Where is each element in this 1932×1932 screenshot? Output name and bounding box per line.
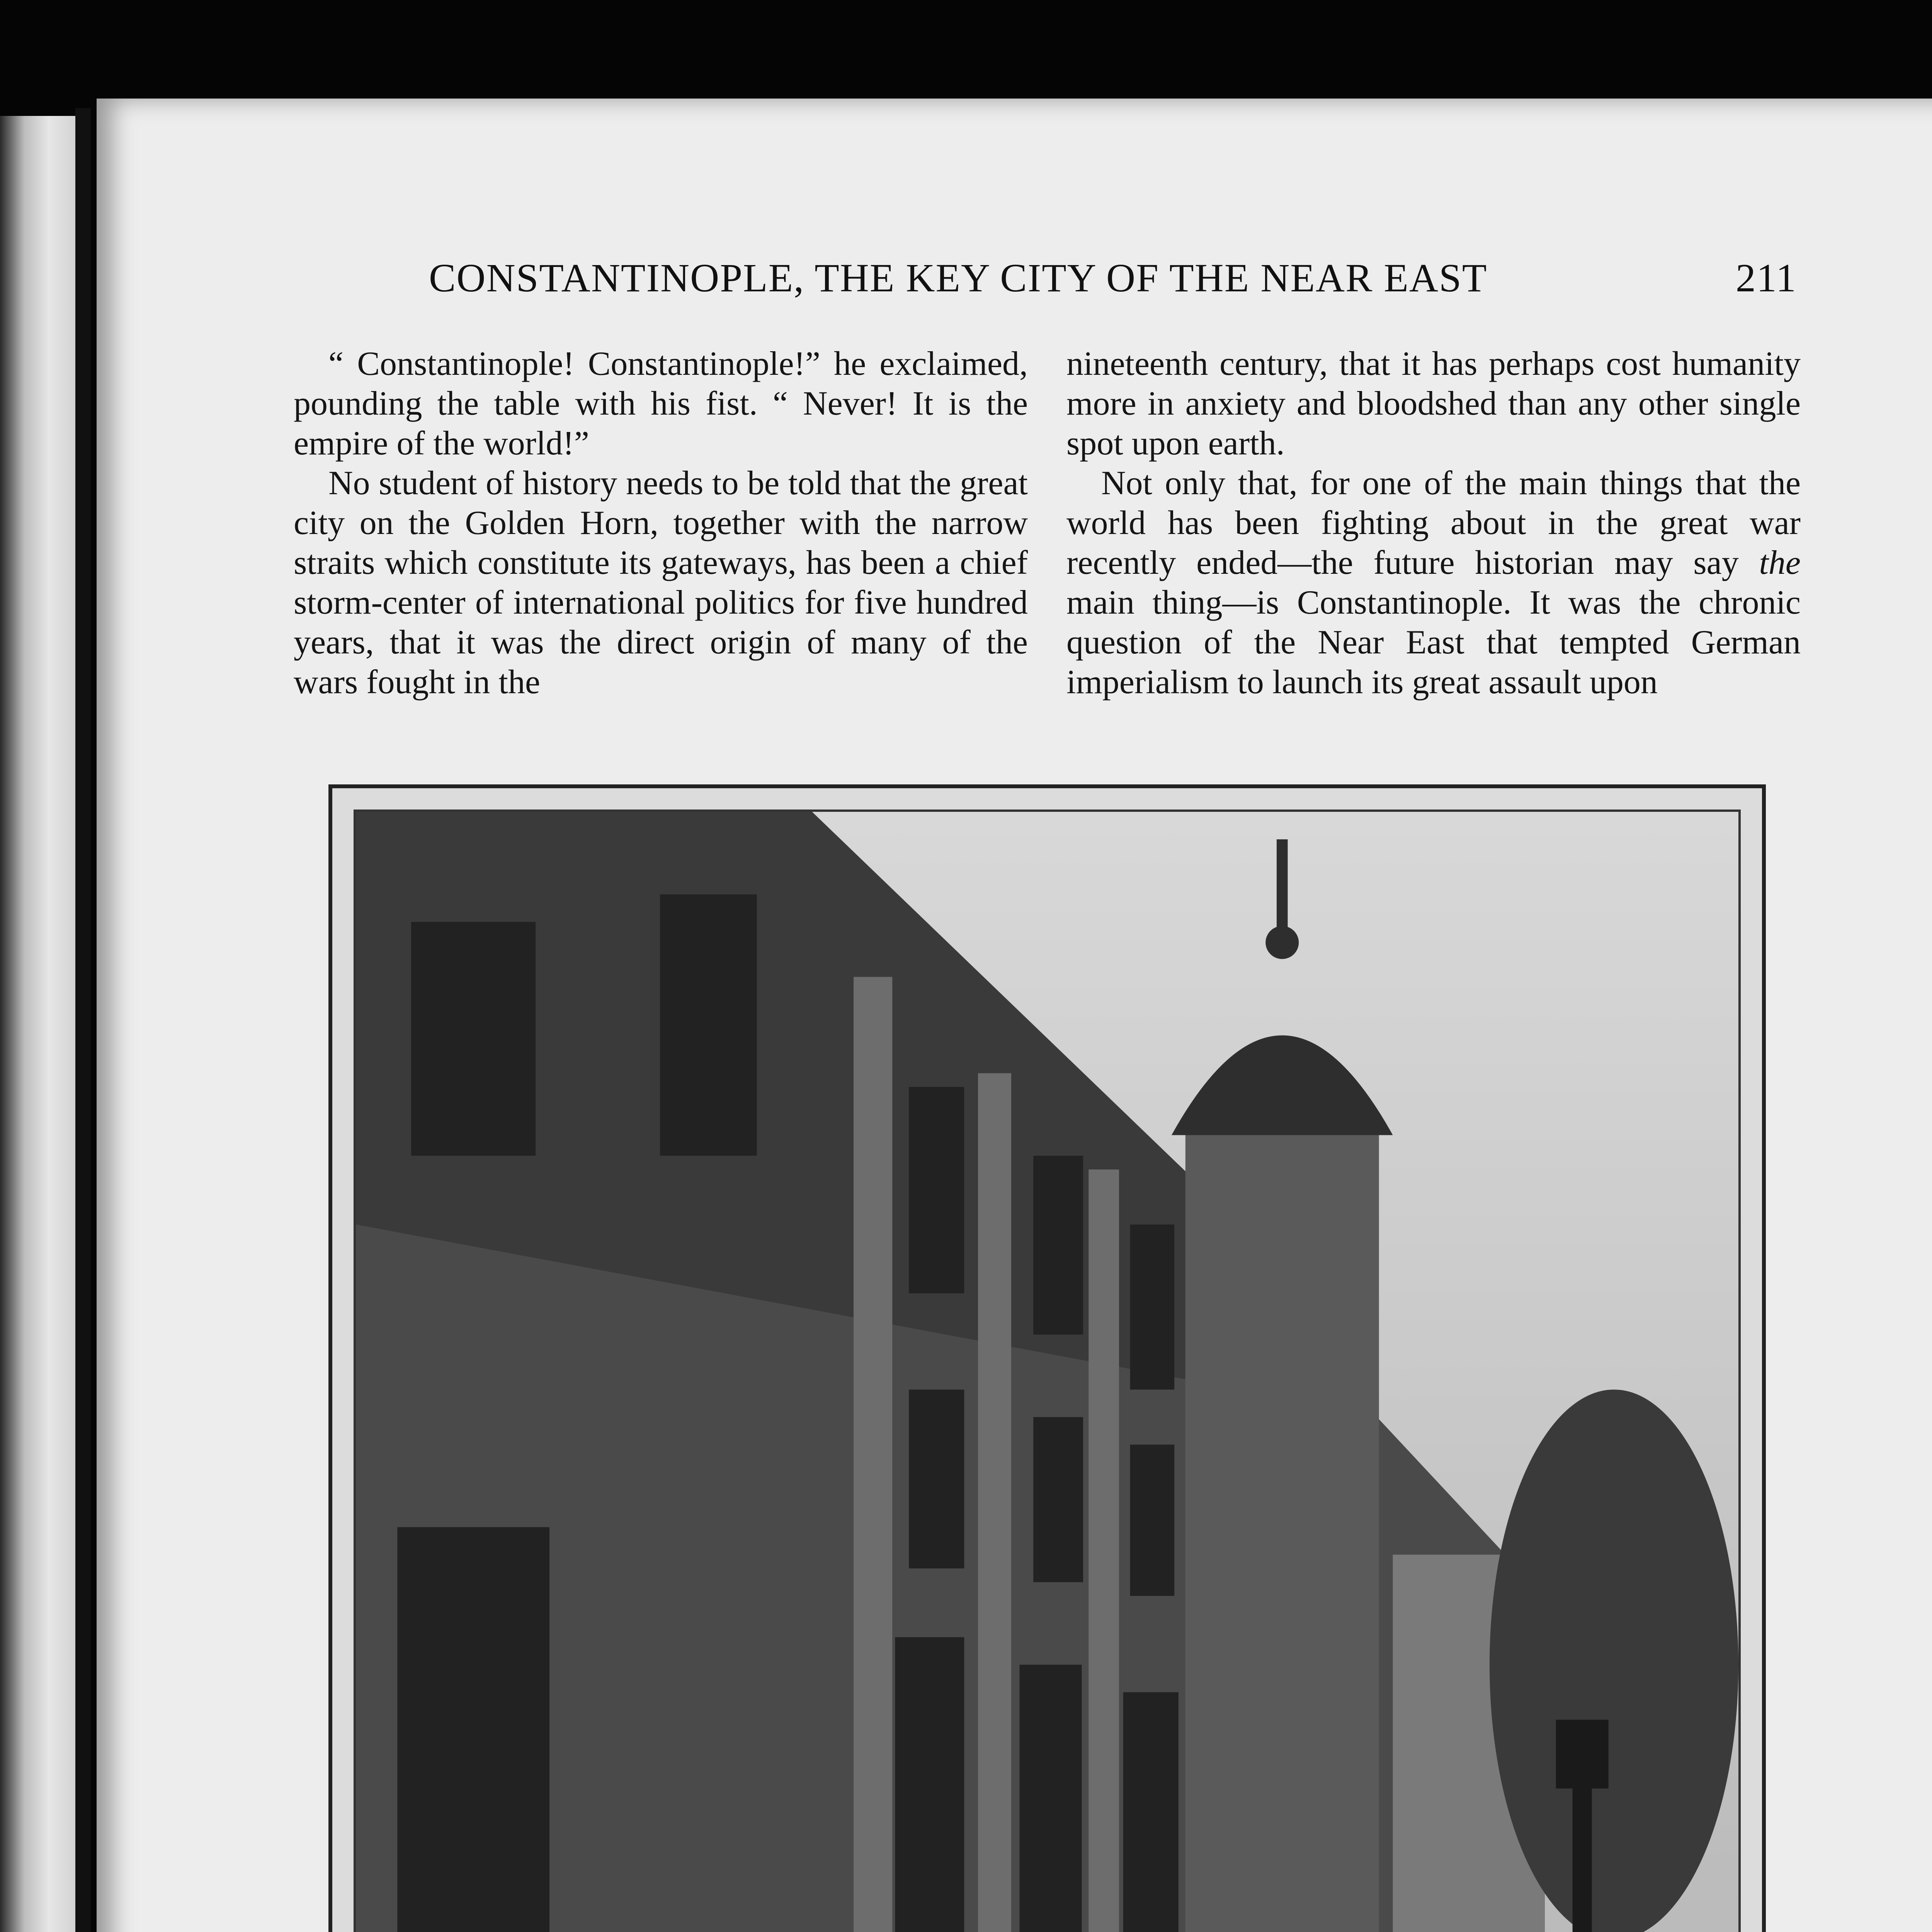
text-column-right <box>1066 344 1801 702</box>
photograph-illustration <box>356 812 1738 1932</box>
trees <box>1490 1389 1738 1932</box>
page-number: 211 <box>1735 256 1797 300</box>
paragraph: No student of history needs to be told that the great city on the Golden Horn, together with the narrow straits which constitute its gateways, has been a chief storm-center of international politics for five hundred years, that it was the direct origin of many of the wars fought in the <box>294 464 1028 701</box>
paragraph: nineteenth century, that it has perhaps cost humanity more in anxiety and bloodshed than any other single spot upon earth. <box>1066 345 1801 462</box>
running-head-title: CONSTANTINOPLE, THE KEY CITY OF THE NEAR EAST <box>429 256 1488 300</box>
photo-frame <box>328 784 1766 1932</box>
post-office-photograph <box>354 810 1741 1932</box>
text-column-left <box>294 344 1028 702</box>
previous-page-edge <box>0 116 81 1932</box>
running-head <box>429 255 1797 309</box>
paragraph <box>1066 463 1801 702</box>
gutter-shadow <box>75 108 91 1932</box>
paragraph-text: main thing—is Constantinople. It was the chronic question of the Near East that tempted German imperialism to launch its great assault upon <box>1066 584 1801 701</box>
paragraph-text: Not only that, for one of the main things that the world has been fighting about in the great war recently ended—the future historian may say <box>1066 464 1801 582</box>
dome-tower <box>1185 1128 1379 1932</box>
paragraph: “ Constantinople! Constantinople!” he exclaimed, pounding the table with his fist. “ Never! It is the empire of the world!” <box>294 345 1028 462</box>
emphasis-text: the <box>1759 544 1801 582</box>
